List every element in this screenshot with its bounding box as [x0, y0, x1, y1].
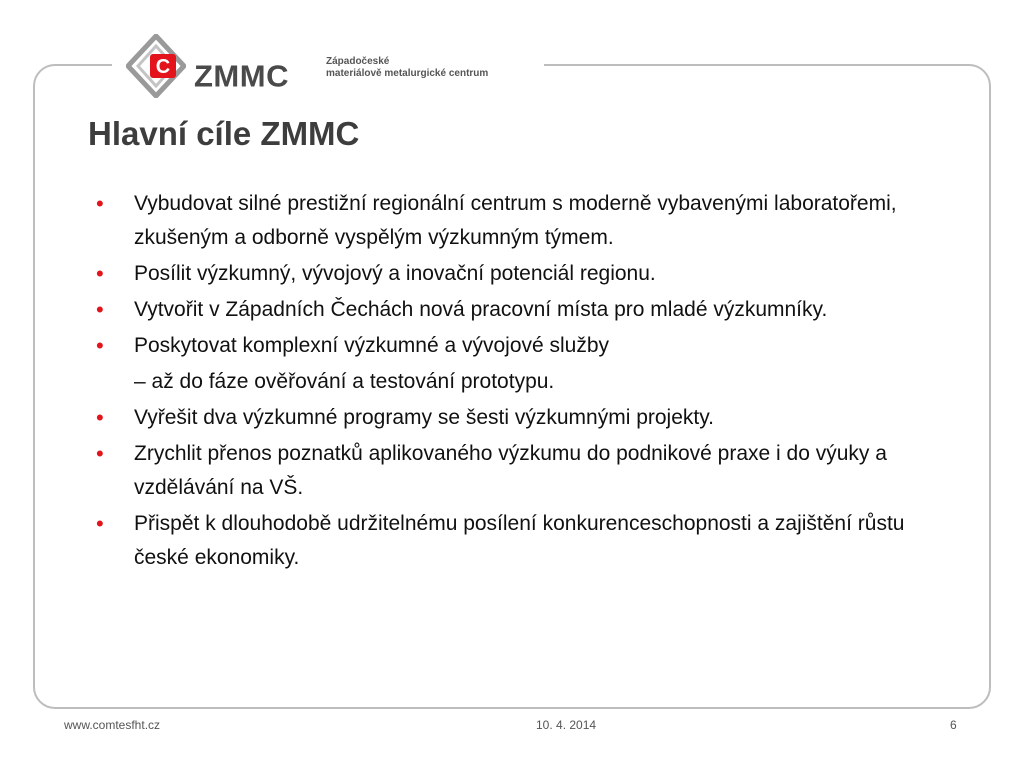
bullet-text: Přispět k dlouhodobě udržitelnému posílení konkurenceschopnosti a zajištění růstu české ekonomiky. [134, 512, 905, 569]
bullet-text: Poskytovat komplexní výzkumné a vývojové služby [134, 334, 610, 357]
bullet-item [96, 437, 956, 505]
bullet-text: Vytvořit v Západních Čechách nová pracovní místa pro mladé výzkumníky. [134, 298, 828, 321]
bullet-marker: • [96, 511, 104, 536]
bullet-marker: • [96, 441, 104, 466]
logo-subtitle-line1: Západočeské [326, 56, 390, 67]
logo-subtitle-line2: materiálově metalurgické centrum [326, 68, 489, 79]
slide-title: Hlavní cíle ZMMC [88, 115, 360, 152]
bullet-item [96, 401, 956, 435]
bullet-item [96, 187, 956, 255]
svg-text:C: C [155, 56, 171, 78]
bullet-text: Posílit výzkumný, vývojový a inovační potenciál regionu. [134, 262, 656, 285]
bullet-text: – až do fáze ověřování a testování prototypu. [134, 370, 555, 393]
footer-date: 10. 4. 2014 [536, 718, 597, 732]
bullet-marker: • [96, 261, 104, 286]
bullet-marker: • [96, 405, 104, 430]
bullet-marker: • [96, 191, 104, 216]
bullet-list [96, 187, 956, 577]
bullet-text: Vybudovat silné prestižní regionální centrum s moderně vybavenými laboratořemi, zkušeným a odborně vyspělým výzkumným týmem. [134, 192, 897, 249]
bullet-text: Vyřešit dva výzkumné programy se šesti výzkumnými projekty. [134, 406, 715, 429]
bullet-item [96, 293, 956, 327]
logo [112, 30, 544, 102]
footer-url: www.comtesfht.cz [64, 718, 161, 732]
logo-wordmark: ZMMC [194, 58, 289, 94]
logo-subtitle [326, 56, 488, 80]
bullet-marker: • [96, 297, 104, 322]
bullet-item [96, 329, 956, 363]
zmmc-logo-icon [126, 34, 186, 98]
bullet-item [96, 507, 956, 575]
bullet-continuation [96, 365, 956, 399]
bullet-marker: • [96, 333, 104, 358]
bullet-item [96, 257, 956, 291]
footer-page-number: 6 [950, 718, 957, 732]
bullet-text: Zrychlit přenos poznatků aplikovaného výzkumu do podnikové praxe i do výuky a vzdělávání na VŠ. [134, 442, 887, 499]
